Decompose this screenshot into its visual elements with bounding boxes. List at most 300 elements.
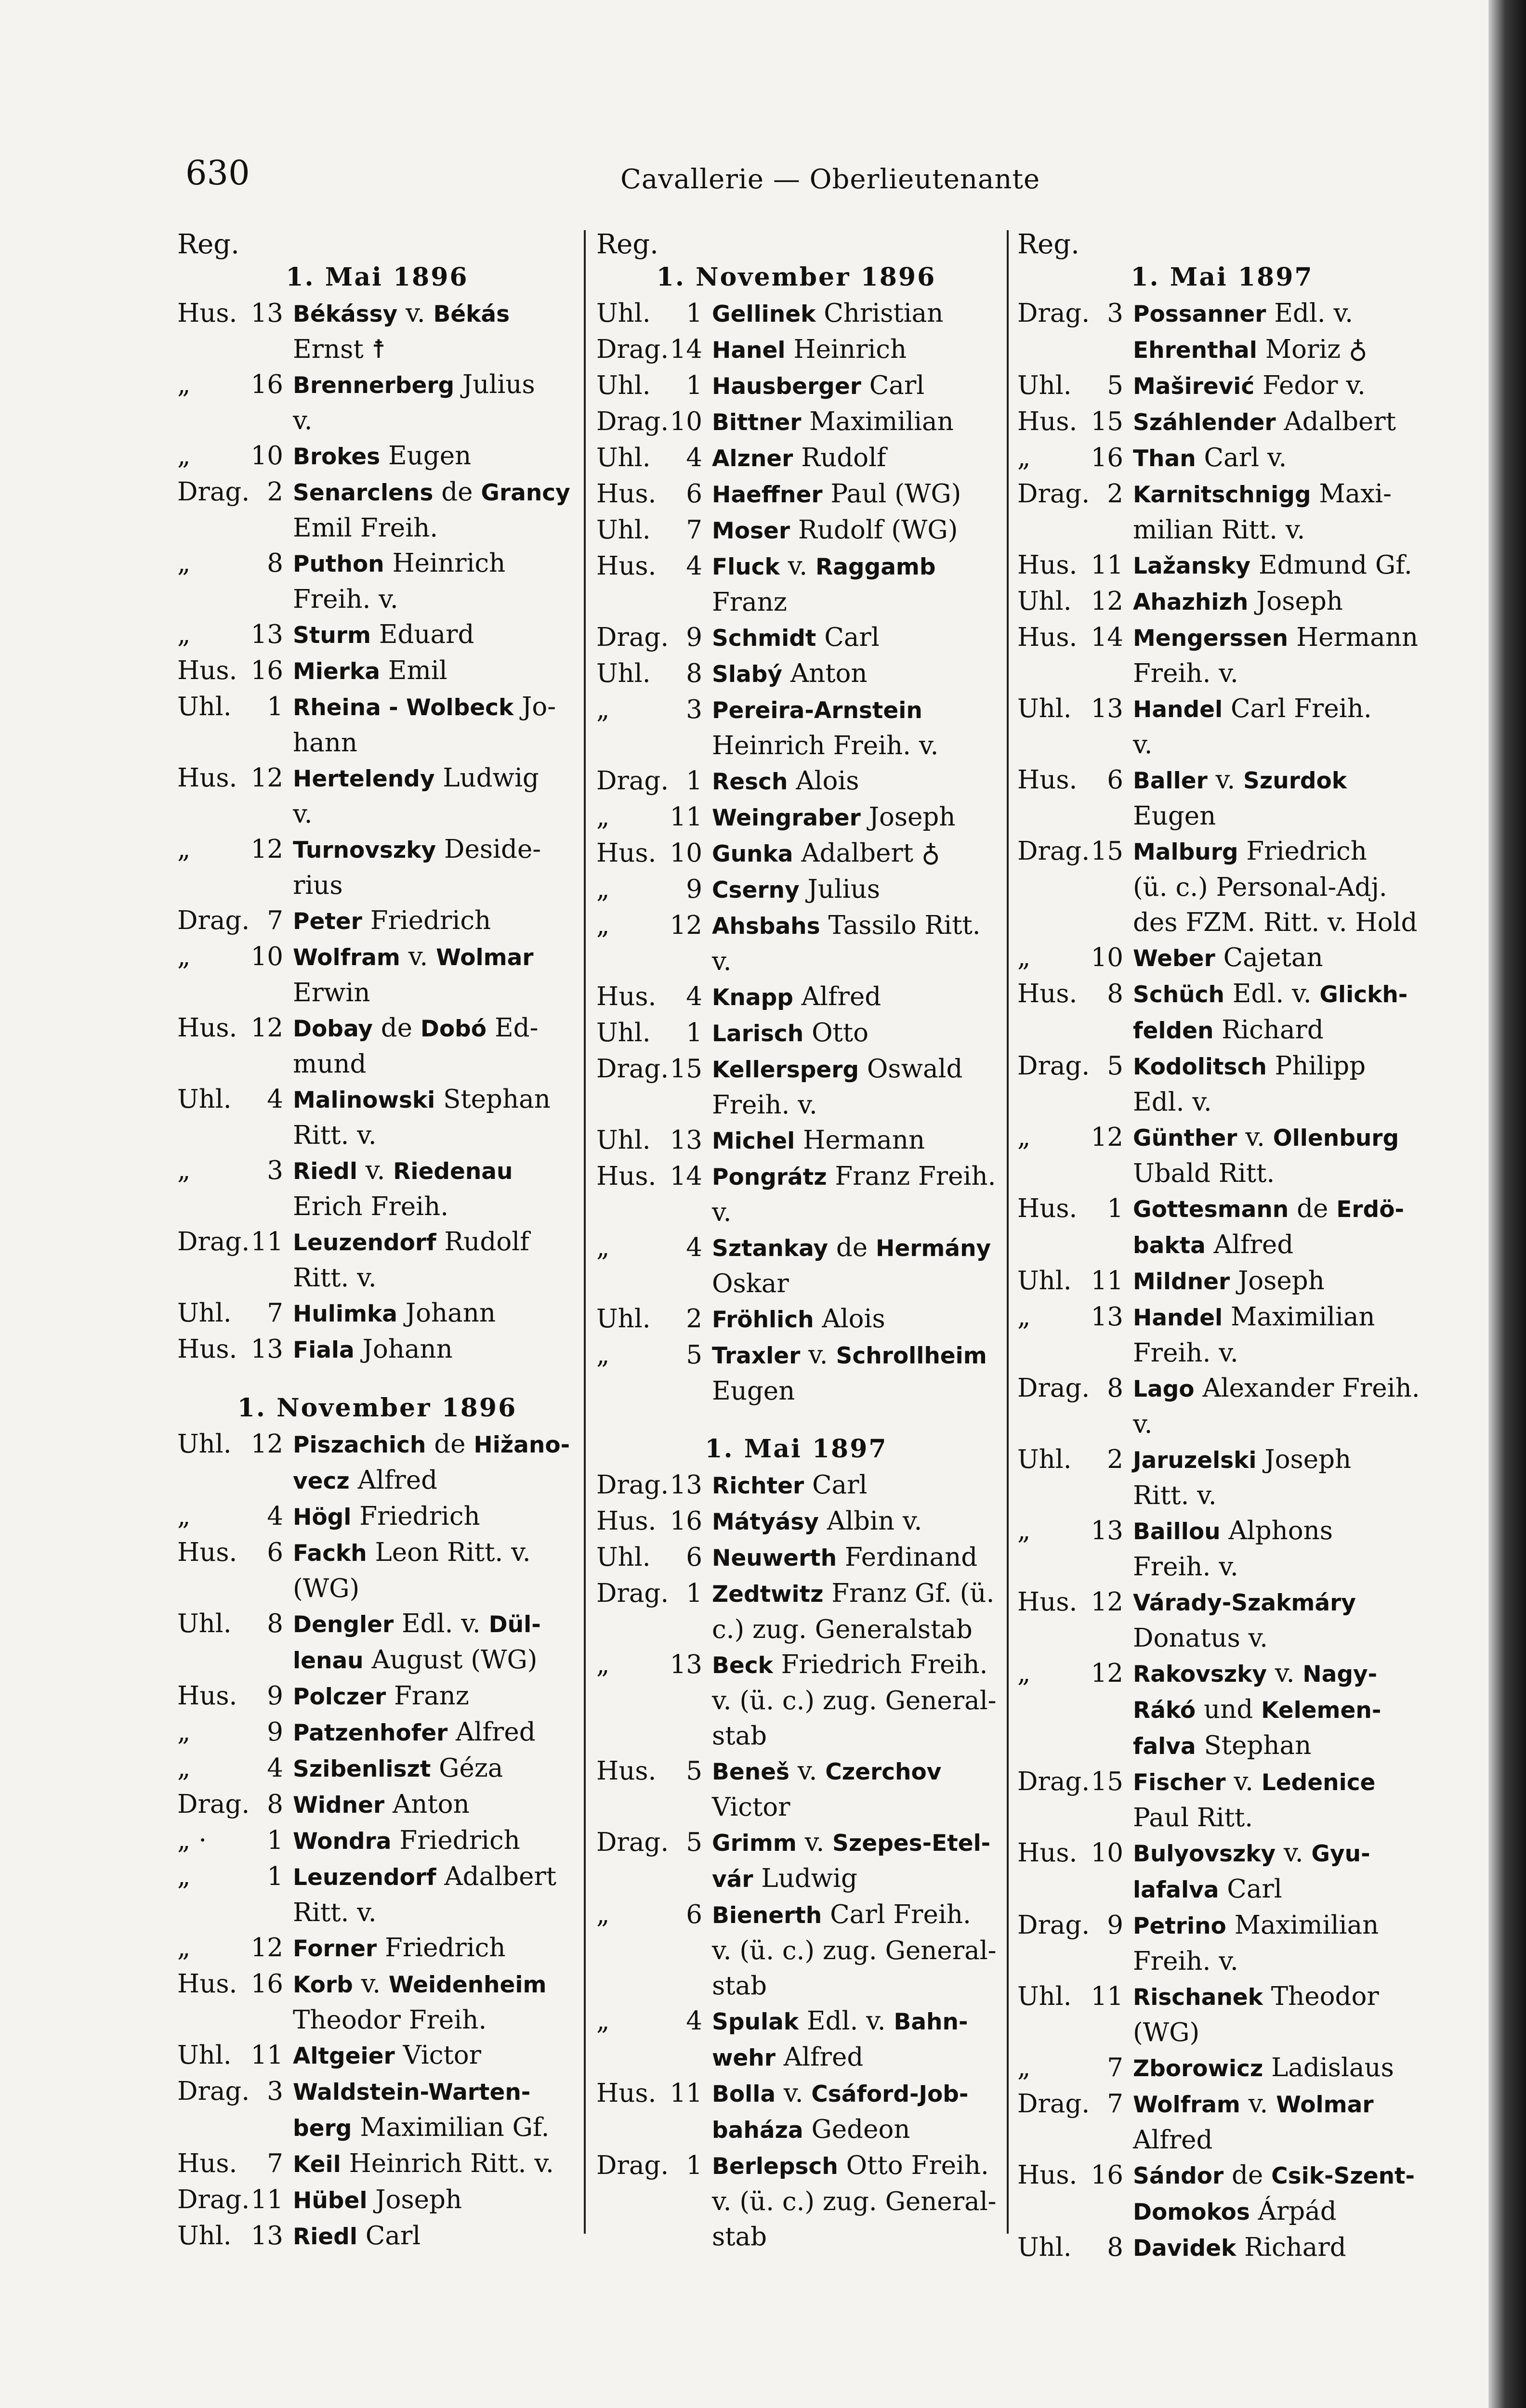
regiment-number: 13 bbox=[670, 1125, 702, 1155]
officer-name bbox=[1133, 584, 1427, 620]
surname: Bulyovszky bbox=[1133, 1841, 1276, 1867]
regiment-type: „ bbox=[177, 1717, 191, 1747]
officer-entry bbox=[596, 692, 996, 728]
entry-continuation-line bbox=[1017, 1085, 1427, 1120]
officer-name bbox=[293, 2038, 577, 2074]
officer-entry bbox=[596, 512, 996, 549]
entry-continuation-line bbox=[596, 2184, 996, 2219]
promotion-date-heading: 1. Mai 1897 bbox=[1131, 262, 1314, 292]
name-text: Franz bbox=[386, 1681, 469, 1711]
regiment-type: „ bbox=[1017, 443, 1031, 472]
continuation-text: rius bbox=[293, 871, 343, 900]
officer-entry bbox=[596, 1230, 996, 1266]
entry-continuation-line bbox=[596, 2112, 996, 2148]
regiment-number: 6 bbox=[267, 1538, 283, 1567]
officer-name bbox=[293, 1296, 577, 1332]
name-text: Hermann bbox=[1288, 623, 1418, 652]
regiment-type: Hus. bbox=[1017, 1194, 1078, 1223]
officer-entry bbox=[177, 653, 577, 689]
officer-name bbox=[1133, 1120, 1427, 1156]
name-text: Alfred bbox=[793, 982, 881, 1011]
predicate-name: Czerchov bbox=[825, 1759, 942, 1785]
regiment-number: 11 bbox=[1091, 1982, 1123, 2011]
regiment-number: 10 bbox=[250, 441, 283, 471]
continuation-text: Eugen bbox=[1133, 801, 1216, 831]
regiment-number: 9 bbox=[686, 875, 702, 904]
regiment-number: 10 bbox=[670, 407, 702, 436]
regiment-type: Drag. bbox=[1017, 1767, 1090, 1796]
name-text: de bbox=[828, 1233, 876, 1262]
name-text: Ed- bbox=[487, 1013, 539, 1043]
name-text: v. bbox=[800, 1340, 836, 1370]
continuation-text bbox=[1133, 332, 1427, 368]
officer-entry bbox=[177, 903, 577, 939]
name-text: Edl. v. bbox=[1224, 979, 1320, 1008]
surname: Brokes bbox=[293, 444, 381, 470]
officer-entry bbox=[177, 1787, 577, 1823]
officer-name bbox=[293, 1787, 577, 1823]
predicate-name: Hižano- bbox=[474, 1432, 570, 1458]
regiment-type: Hus. bbox=[177, 656, 237, 685]
entry-continuation-line bbox=[177, 2002, 577, 2038]
regiment-number: 11 bbox=[1091, 550, 1123, 580]
continuation-text: Victor bbox=[712, 1793, 790, 1822]
regiment-number: 2 bbox=[1107, 479, 1123, 509]
officer-entry bbox=[177, 1426, 577, 1463]
officer-entry bbox=[596, 1504, 996, 1540]
entry-continuation-line bbox=[596, 1683, 996, 1718]
officer-name bbox=[293, 832, 577, 868]
continuation-text: v. bbox=[293, 799, 313, 829]
officer-entry bbox=[596, 1337, 996, 1374]
regiment-number: 1 bbox=[267, 692, 283, 721]
surname: Bienerth bbox=[712, 1902, 822, 1929]
continuation-text: Heinrich Freih. v. bbox=[712, 731, 939, 760]
name-text: Eduard bbox=[370, 620, 474, 649]
continuation-text: (WG) bbox=[293, 1574, 360, 1603]
regiment-type: Hus. bbox=[596, 838, 657, 868]
name-text: Heinrich bbox=[384, 549, 506, 578]
entry-continuation-line bbox=[1017, 905, 1427, 940]
surname: Várady-Szakmáry bbox=[1133, 1590, 1356, 1616]
surname: Riedl bbox=[293, 2224, 357, 2250]
surname: Sztankay bbox=[712, 1235, 829, 1262]
name-text: Richard bbox=[1236, 2233, 1346, 2262]
regiment-number: 5 bbox=[1107, 371, 1123, 400]
regiment-number: 14 bbox=[670, 335, 702, 364]
continuation-text: v. bbox=[712, 947, 732, 976]
entry-continuation-line bbox=[177, 332, 577, 367]
regiment-number: 13 bbox=[250, 2221, 283, 2251]
officer-entry bbox=[177, 1224, 577, 1260]
column-2 bbox=[596, 230, 996, 2254]
name-text: Johann bbox=[397, 1298, 496, 1328]
officer-name bbox=[1133, 2230, 1427, 2266]
continuation-text: Ritt. v. bbox=[293, 1263, 377, 1293]
surname-part: vár bbox=[712, 1866, 753, 1893]
regiment-number: 15 bbox=[1091, 1767, 1123, 1796]
regiment-type: „ bbox=[596, 1900, 610, 1929]
officer-name bbox=[1133, 976, 1427, 1012]
officer-name bbox=[293, 1678, 577, 1714]
regiment-number: 12 bbox=[1091, 1587, 1123, 1617]
officer-name bbox=[293, 474, 577, 510]
regiment-number: 1 bbox=[686, 766, 702, 796]
regiment-type: Drag. bbox=[1017, 479, 1090, 509]
name-text: v. bbox=[776, 2079, 812, 2108]
regiment-number: 5 bbox=[686, 1340, 702, 1370]
regiment-type: Uhl. bbox=[1017, 1982, 1072, 2011]
continuation-text bbox=[1133, 1692, 1427, 1728]
officer-name bbox=[1133, 620, 1427, 656]
regiment-number: 7 bbox=[267, 2149, 283, 2178]
regiment-type: „ bbox=[177, 441, 191, 471]
regiment-number: 16 bbox=[250, 656, 283, 685]
name-text: Albin v. bbox=[818, 1506, 922, 1536]
regiment-type: Drag. bbox=[177, 1790, 250, 1819]
regiment-number: 6 bbox=[686, 1543, 702, 1572]
officer-name bbox=[293, 1606, 577, 1642]
predicate-name: Ledenice bbox=[1261, 1769, 1376, 1796]
regiment-number: 13 bbox=[250, 620, 283, 649]
predicate-name: Csik-Szent- bbox=[1271, 2163, 1415, 2189]
officer-entry bbox=[177, 1535, 577, 1571]
regiment-number: 11 bbox=[250, 2185, 283, 2214]
entry-continuation-line bbox=[177, 1118, 577, 1153]
regiment-number: 8 bbox=[267, 549, 283, 578]
name-text: Joseph bbox=[1230, 1266, 1325, 1296]
predicate-name: Hermány bbox=[876, 1235, 991, 1262]
continuation-text: Erich Freih. bbox=[293, 1192, 449, 1221]
entry-continuation-line bbox=[596, 1861, 996, 1897]
column-1 bbox=[177, 230, 577, 2254]
surname: Dobay bbox=[293, 1016, 373, 1042]
regiment-number: 4 bbox=[686, 2006, 702, 2036]
surname: Malinowski bbox=[293, 1087, 435, 1113]
regiment-type: „ bbox=[177, 1156, 191, 1185]
name-text: Carl bbox=[357, 2221, 421, 2251]
officer-name bbox=[293, 1714, 577, 1751]
surname: Schüch bbox=[1133, 982, 1224, 1008]
name-text: Edl. v. bbox=[1266, 299, 1353, 328]
officer-entry bbox=[1017, 404, 1427, 440]
regiment-number: 1 bbox=[1107, 1194, 1123, 1223]
surname: Forner bbox=[293, 1936, 377, 1962]
officer-name bbox=[712, 1754, 996, 1790]
entry-continuation-line bbox=[1017, 727, 1427, 762]
continuation-text: Edl. v. bbox=[1133, 1087, 1212, 1117]
regiment-type: Uhl. bbox=[177, 1085, 232, 1114]
officer-entry bbox=[596, 2003, 996, 2040]
officer-entry bbox=[177, 367, 577, 403]
surname-part: berg bbox=[293, 2115, 352, 2142]
regiment-type: Hus. bbox=[177, 1538, 237, 1567]
surname: Högl bbox=[293, 1504, 352, 1531]
name-text: Carl v. bbox=[1196, 443, 1287, 472]
surname: Lago bbox=[1133, 1376, 1195, 1402]
page-edge-shadow bbox=[1488, 0, 1526, 2408]
surname: Handel bbox=[1133, 696, 1223, 723]
officer-name bbox=[293, 367, 577, 403]
continuation-text: Freih. v. bbox=[1133, 659, 1238, 688]
officer-entry bbox=[177, 689, 577, 725]
regiment-number: 11 bbox=[1091, 1266, 1123, 1296]
regiment-type: „ bbox=[177, 835, 191, 864]
regiment-number: 1 bbox=[267, 1862, 283, 1891]
regiment-number: 13 bbox=[250, 1335, 283, 1364]
predicate-name: Szurdok bbox=[1243, 768, 1347, 794]
surname: Malburg bbox=[1133, 839, 1238, 865]
page-number: 630 bbox=[185, 153, 250, 193]
column-divider bbox=[584, 230, 586, 2234]
officer-name bbox=[712, 1647, 996, 1683]
regiment-type: „ bbox=[596, 1650, 610, 1679]
name-text: v. bbox=[779, 551, 816, 581]
surname: Günther bbox=[1133, 1125, 1237, 1152]
continuation-text: Freih. v. bbox=[1133, 1338, 1238, 1368]
regiment-number: 15 bbox=[1091, 407, 1123, 436]
officer-name bbox=[1133, 1979, 1427, 2015]
entry-continuation-line bbox=[596, 944, 996, 979]
officer-name bbox=[712, 1897, 996, 1933]
regiment-type: Drag. bbox=[596, 407, 669, 436]
officer-entry bbox=[596, 1015, 996, 1051]
regiment-type: Hus. bbox=[177, 1969, 237, 1999]
entry-continuation-line bbox=[177, 1463, 577, 1499]
regiment-number: 4 bbox=[267, 1754, 283, 1783]
regiment-type: Hus. bbox=[177, 1013, 237, 1043]
officer-name bbox=[293, 689, 577, 725]
entry-continuation-line bbox=[1017, 1692, 1427, 1728]
regiment-type: Drag. bbox=[596, 335, 669, 364]
surname: Rakovszky bbox=[1133, 1661, 1267, 1688]
name-text: Alphons bbox=[1220, 1516, 1333, 1545]
surname: Grimm bbox=[712, 1830, 797, 1857]
entry-continuation-line bbox=[177, 1895, 577, 1930]
officer-entry bbox=[596, 440, 996, 476]
predicate-name: Riedenau bbox=[393, 1158, 513, 1185]
name-text: Joseph bbox=[1256, 1445, 1352, 1474]
regiment-number: 4 bbox=[686, 1233, 702, 1262]
officer-name bbox=[293, 1751, 577, 1787]
officer-name bbox=[293, 296, 577, 332]
officer-name bbox=[1133, 1908, 1427, 1944]
officer-name bbox=[293, 653, 577, 689]
surname-part: Rákó bbox=[1133, 1697, 1196, 1724]
officer-name bbox=[1133, 2050, 1427, 2086]
regiment-type: Uhl. bbox=[596, 1125, 651, 1155]
surname: Baller bbox=[1133, 768, 1208, 794]
name-text: Hermann bbox=[795, 1125, 925, 1155]
continuation-text: des FZM. Ritt. v. Hold bbox=[1133, 908, 1418, 937]
name-text: Friedrich bbox=[377, 1933, 506, 1963]
regiment-type: „ bbox=[596, 1233, 610, 1262]
officer-name bbox=[293, 1426, 577, 1463]
regiment-number: 3 bbox=[1107, 299, 1123, 328]
officer-name bbox=[1133, 548, 1427, 584]
officer-name bbox=[293, 2074, 577, 2110]
officer-entry bbox=[177, 939, 577, 975]
officer-entry bbox=[1017, 691, 1427, 727]
officer-entry bbox=[1017, 296, 1427, 332]
regiment-type: „ bbox=[596, 802, 610, 832]
regiment-type: Drag. bbox=[596, 1470, 669, 1500]
officer-name bbox=[293, 1535, 577, 1571]
continuation-text: v. bbox=[1133, 730, 1153, 759]
regiment-type: Uhl. bbox=[1017, 694, 1072, 723]
name-text: Alois bbox=[814, 1304, 885, 1334]
regiment-number: 7 bbox=[267, 1298, 283, 1328]
surname: Than bbox=[1133, 445, 1196, 472]
regiment-type: Uhl. bbox=[177, 2041, 232, 2070]
regiment-type: Drag. bbox=[1017, 2089, 1090, 2119]
officer-entry bbox=[596, 476, 996, 512]
regiment-number: 1 bbox=[686, 1018, 702, 1047]
regiment-number: 13 bbox=[1091, 1302, 1123, 1332]
officer-entry bbox=[596, 763, 996, 799]
officer-name bbox=[712, 1123, 996, 1159]
officer-name bbox=[712, 2076, 996, 2112]
regiment-type: „ bbox=[1017, 1516, 1031, 1545]
surname: Fröhlich bbox=[712, 1307, 814, 1333]
officer-name bbox=[293, 617, 577, 653]
entry-continuation-line bbox=[1017, 1227, 1427, 1263]
continuation-text: Oskar bbox=[712, 1269, 789, 1298]
regiment-type: Uhl. bbox=[1017, 587, 1072, 616]
regiment-type: „ bbox=[596, 695, 610, 724]
officer-name bbox=[712, 549, 996, 585]
officer-entry bbox=[1017, 440, 1427, 476]
regiment-number: 6 bbox=[686, 479, 702, 509]
officer-entry bbox=[177, 2038, 577, 2074]
officer-entry bbox=[596, 404, 996, 440]
regiment-type: Uhl. bbox=[596, 1304, 651, 1334]
surname: Berlepsch bbox=[712, 2153, 838, 2180]
regiment-number: 13 bbox=[670, 1650, 702, 1679]
officer-name bbox=[293, 1930, 577, 1966]
entry-continuation-line bbox=[1017, 798, 1427, 834]
continuation-text: v. bbox=[293, 406, 313, 435]
regiment-number: 7 bbox=[267, 906, 283, 935]
officer-entry bbox=[1017, 1263, 1427, 1299]
entry-continuation-line bbox=[1017, 2194, 1427, 2230]
regiment-type: Hus. bbox=[1017, 623, 1078, 652]
continuation-text bbox=[712, 2040, 996, 2076]
surname: Fackh bbox=[293, 1540, 367, 1567]
name-text: Carl bbox=[816, 623, 880, 652]
regiment-number: 7 bbox=[1107, 2089, 1123, 2119]
entry-continuation-line bbox=[177, 1189, 577, 1224]
regiment-number: 14 bbox=[1091, 623, 1123, 652]
regiment-number: 13 bbox=[1091, 694, 1123, 723]
regiment-type: „ bbox=[596, 911, 610, 940]
officer-name bbox=[1133, 1835, 1427, 1871]
surname-part: baháza bbox=[712, 2117, 803, 2144]
regiment-type: Hus. bbox=[177, 1681, 237, 1711]
continuation-text: Freih. v. bbox=[1133, 1947, 1238, 1976]
surname: Riedl bbox=[293, 1158, 357, 1185]
regiment-number: 8 bbox=[1107, 2233, 1123, 2262]
name-text: Paul (WG) bbox=[822, 479, 961, 509]
officer-entry bbox=[177, 2182, 577, 2218]
regiment-number: 12 bbox=[1091, 1123, 1123, 1152]
entry-continuation-line bbox=[596, 1790, 996, 1825]
entry-continuation-line bbox=[1017, 1871, 1427, 1908]
name-text: Cajetan bbox=[1215, 943, 1323, 972]
regiment-type: Uhl. bbox=[177, 1429, 232, 1459]
officer-name bbox=[712, 763, 996, 799]
regiment-type: „ bbox=[1017, 943, 1031, 972]
regiment-type: „ bbox=[1017, 1302, 1031, 1332]
continuation-text bbox=[1133, 2194, 1427, 2230]
regiment-number: 13 bbox=[250, 299, 283, 328]
regiment-type: Hus. bbox=[1017, 407, 1078, 436]
officer-name bbox=[293, 1823, 577, 1859]
regiment-number: 8 bbox=[686, 659, 702, 688]
surname-part: lenau bbox=[293, 1648, 364, 1674]
continuation-text: Eugen bbox=[712, 1376, 795, 1406]
regiment-type: „ bbox=[596, 2006, 610, 2036]
regiment-type: Uhl. bbox=[177, 1609, 232, 1638]
regiment-type: Uhl. bbox=[596, 659, 651, 688]
surname: Leuzendorf bbox=[293, 1864, 436, 1891]
name-text: Leon Ritt. v. bbox=[367, 1538, 531, 1567]
regiment-type: Hus. bbox=[596, 479, 657, 509]
entry-continuation-line bbox=[177, 2110, 577, 2146]
officer-entry bbox=[1017, 1120, 1427, 1156]
officer-name bbox=[1133, 296, 1427, 332]
surname: Mildner bbox=[1133, 1269, 1230, 1295]
officer-entry bbox=[596, 332, 996, 368]
surname: Richter bbox=[712, 1473, 804, 1499]
regiment-number: 10 bbox=[250, 942, 283, 971]
regiment-number: 1 bbox=[686, 1579, 702, 1608]
continuation-text: Freih. v. bbox=[1133, 1552, 1238, 1582]
predicate-name: Ollenburg bbox=[1273, 1125, 1399, 1152]
regiment-number: 16 bbox=[250, 370, 283, 399]
officer-entry bbox=[1017, 2086, 1427, 2122]
officer-name bbox=[1133, 1442, 1427, 1478]
regiment-type: Hus. bbox=[177, 1335, 237, 1364]
name-text: Friedrich bbox=[362, 906, 491, 935]
name-text: Joseph bbox=[367, 2185, 462, 2214]
regiment-number: 8 bbox=[267, 1790, 283, 1819]
surname: Waldstein-Warten- bbox=[293, 2079, 531, 2106]
entry-continuation-line bbox=[1017, 1012, 1427, 1048]
predicate-name: Dül- bbox=[488, 1611, 541, 1638]
officer-name bbox=[712, 1825, 996, 1861]
officer-name bbox=[1133, 476, 1427, 512]
regiment-number: 10 bbox=[1091, 1838, 1123, 1868]
officer-name bbox=[1133, 940, 1427, 976]
name-text: Gedeon bbox=[803, 2115, 910, 2144]
regiment-type: Hus. bbox=[177, 299, 237, 328]
regiment-number: 11 bbox=[670, 2079, 702, 2108]
surname: Michel bbox=[712, 1128, 795, 1154]
surname: Possanner bbox=[1133, 301, 1266, 327]
officer-entry bbox=[596, 1123, 996, 1159]
name-text: Ludwig bbox=[753, 1864, 857, 1893]
surname: Davidek bbox=[1133, 2235, 1237, 2262]
regiment-column-label: Reg. bbox=[1017, 229, 1079, 260]
entry-continuation-line bbox=[1017, 2122, 1427, 2158]
name-text: Julius bbox=[799, 875, 881, 904]
officer-name bbox=[712, 1337, 996, 1374]
surname: Keil bbox=[293, 2151, 341, 2178]
officer-name bbox=[293, 1082, 577, 1118]
predicate-name: Schrollheim bbox=[836, 1343, 987, 1369]
officer-entry bbox=[1017, 2158, 1427, 2194]
